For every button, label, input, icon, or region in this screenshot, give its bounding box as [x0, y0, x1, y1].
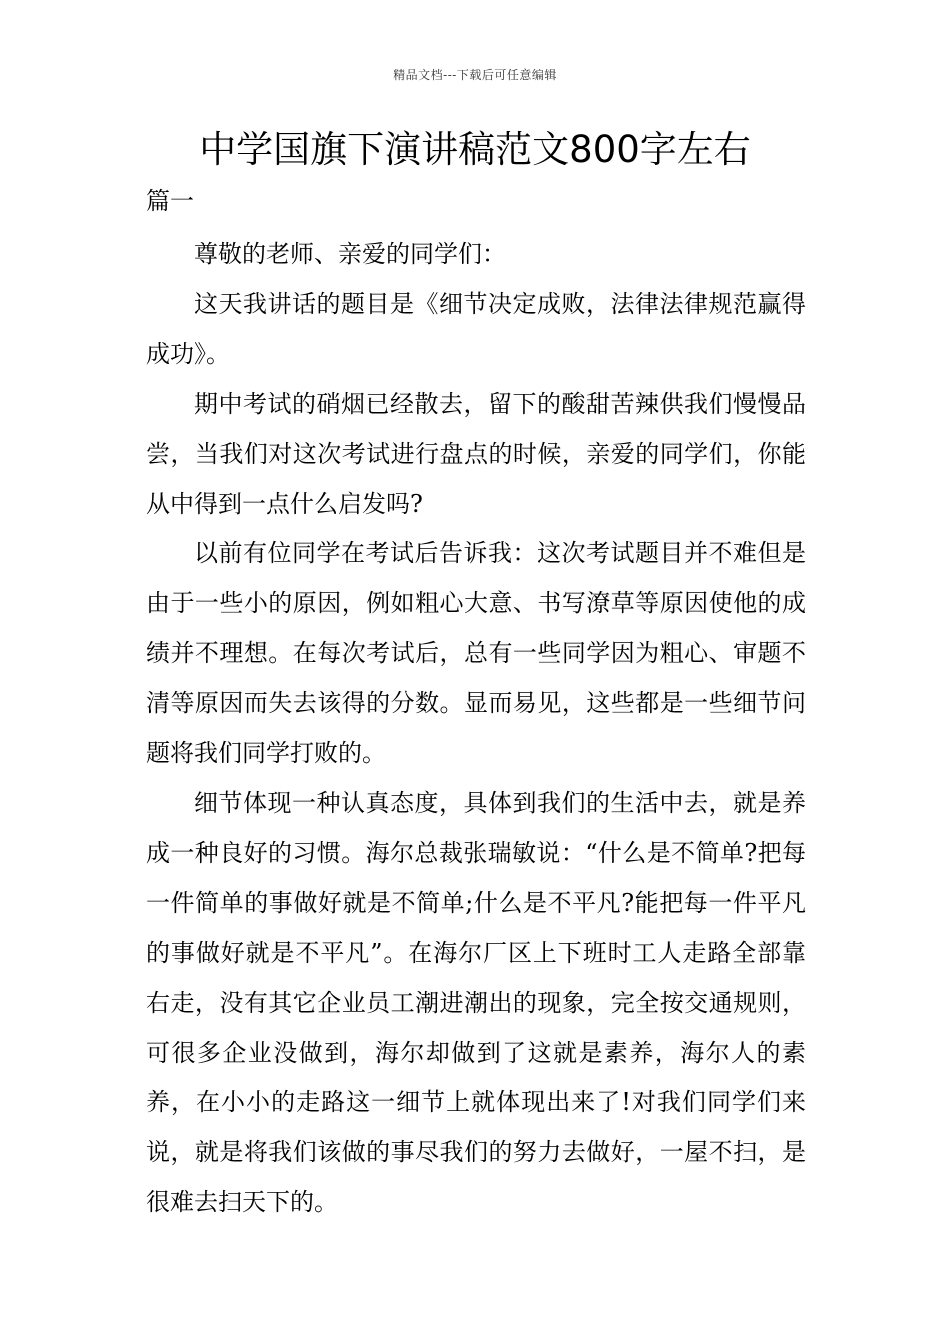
header-note: 精品文档---下载后可任意编辑 — [393, 68, 557, 82]
page-title: 中学国旗下演讲稿范文800字左右 — [199, 128, 751, 171]
body-text — [146, 230, 806, 1228]
paragraph-topic: 这天我讲话的题目是《细节决定成败，法律法律规范赢得成功》。 — [146, 289, 806, 368]
paragraph-exam: 期中考试的硝烟已经散去，留下的酸甜苦辣供我们慢慢品尝，当我们对这次考试进行盘点的时候，亲爱的同学们，你能从中得到一点什么启发吗? — [146, 389, 806, 518]
paragraph-salutation: 尊敬的老师、亲爱的同学们： — [194, 240, 506, 268]
section-label: 篇一 — [146, 187, 194, 215]
paragraph-details: 以前有位同学在考试后告诉我：这次考试题目并不难但是由于一些小的原因，例如粗心大意、书写潦草等原因使他的成绩并不理想。在每次考试后，总有一些同学因为粗心、审题不清等原因而失去该得的分数。显而易见，这些都是一些细节问题将我们同学打败的。 — [146, 539, 806, 768]
paragraph-haier: 细节体现一种认真态度，具体到我们的生活中去，就是养成一种良好的习惯。海尔总裁张瑞敏说：“什么是不简单?把每一件简单的事做好就是不简单;什么是不平凡?能把每一件平凡的事做好就是不平凡”。在海尔厂区上下班时工人走路全部靠右走，没有其它企业员工潮进潮出的现象，完全按交通规则，可很多企业没做到，海尔却做到了这就是素养，海尔人的素养，在小小的走路这一细节上就体现出来了!对我们同学们来说，就是将我们该做的事尽我们的努力去做好，一屋不扫，是很难去扫天下的。 — [146, 788, 806, 1217]
